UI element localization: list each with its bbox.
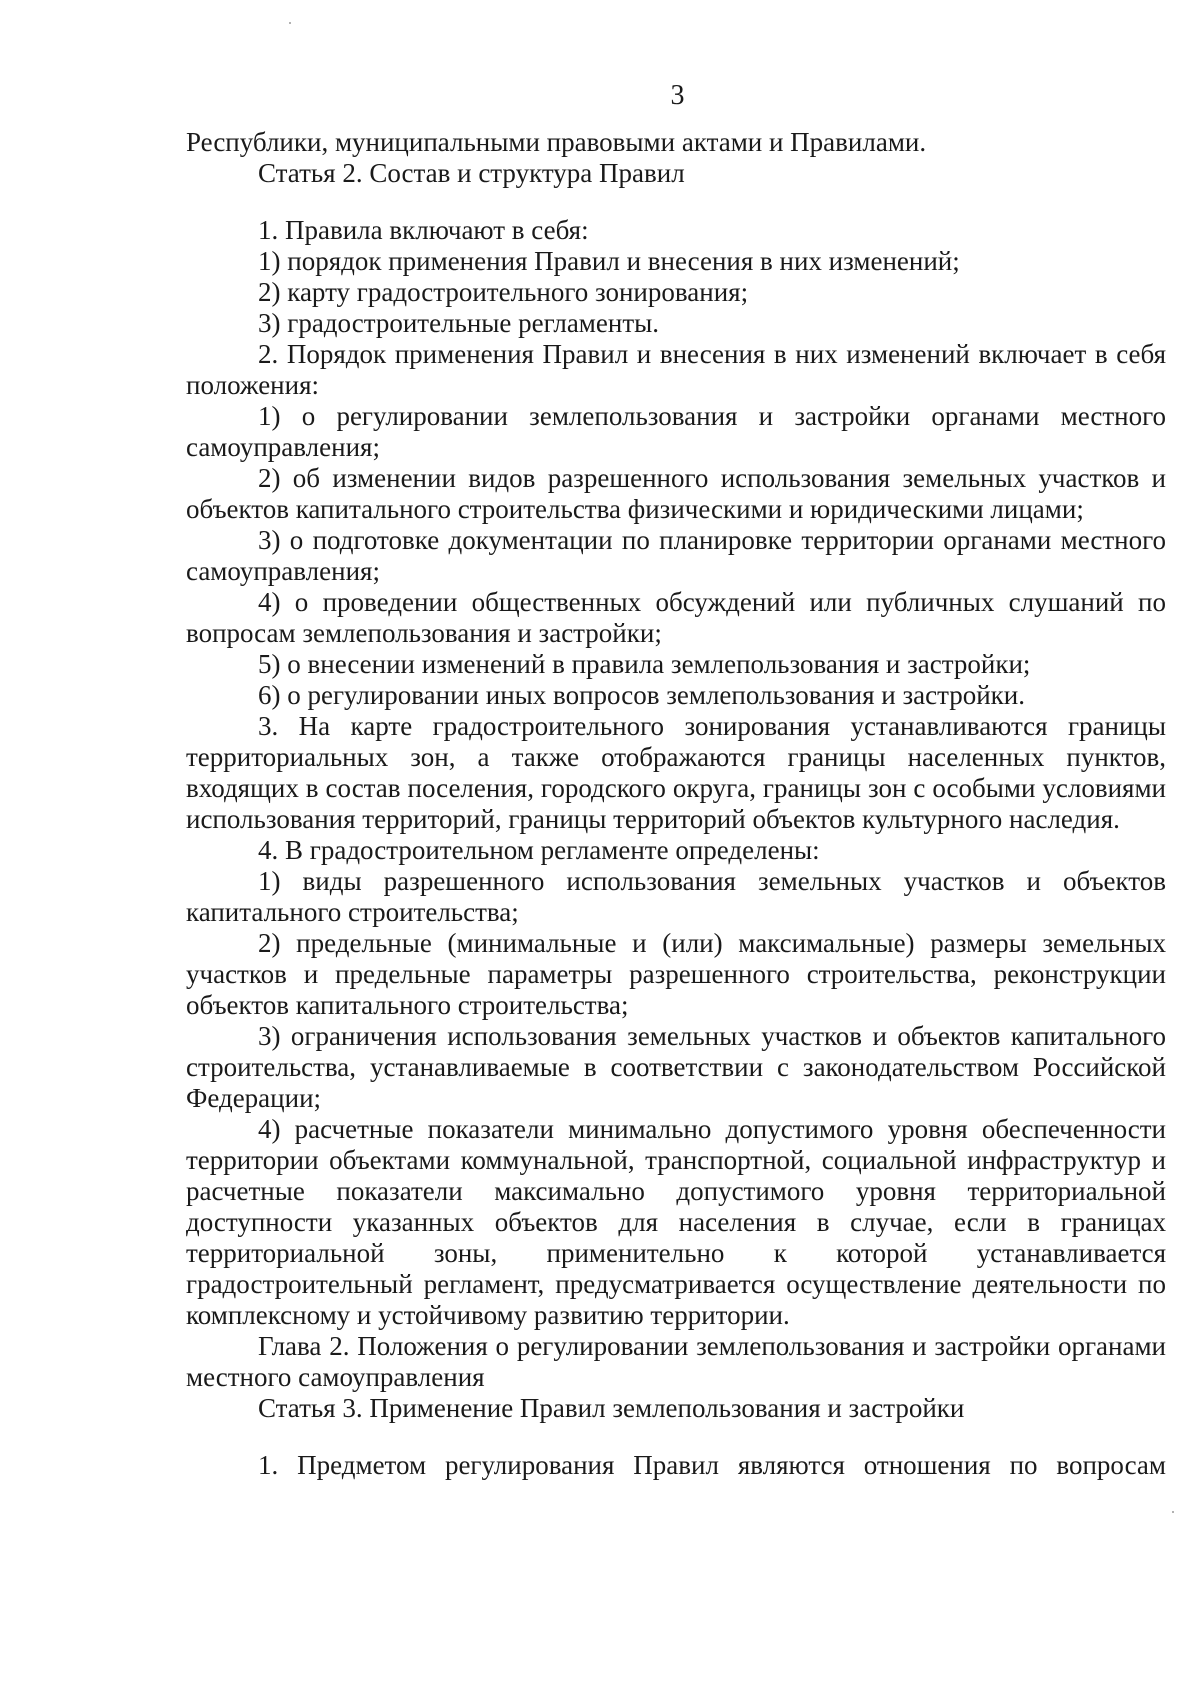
list-item: 2) предельные (минимальные и (или) максимальные) размеры земельных участков и предельные параметры разрешенного строительства, реконструкции объектов капитального строительства; [186, 928, 1166, 1020]
paragraph: 2. Порядок применения Правил и внесения в них изменений включает в себя положения: [186, 339, 1166, 400]
chapter-2-heading: Глава 2. Положения о регулировании землепользования и застройки органами местного самоуправления [186, 1331, 1166, 1392]
paragraph: 4. В градостроительном регламенте определены: [258, 835, 820, 865]
list-item: 3) ограничения использования земельных участков и объектов капитального строительства, устанавливаемые в соответствии с законодательством Российской Федерации; [186, 1021, 1166, 1113]
paragraph-continuation: Республики, муниципальными правовыми актами и Правилами. [186, 127, 927, 157]
list-item: 2) карту градостроительного зонирования; [258, 277, 749, 307]
document-body [186, 127, 1166, 1481]
list-item: 6) о регулировании иных вопросов землепользования и застройки. [258, 680, 1025, 710]
list-item: 3) градостроительные регламенты. [258, 308, 660, 338]
paragraph: 3. На карте градостроительного зонирования устанавливаются границы территориальных зон, а также отображаются границы населенных пунктов, входящих в состав поселения, городского округа, границы зон с особыми условиями использования территорий, границы территорий объектов культурного наследия. [186, 711, 1166, 834]
list-item: 5) о внесении изменений в правила землепользования и застройки; [258, 649, 1031, 679]
article-3-heading: Статья 3. Применение Правил землепользования и застройки [258, 1393, 965, 1423]
list-item: 4) о проведении общественных обсуждений или публичных слушаний по вопросам землепользования и застройки; [186, 587, 1166, 648]
paragraph: 1. Предметом регулирования Правил являются отношения по вопросам [258, 1450, 1166, 1480]
list-item: 4) расчетные показатели минимально допустимого уровня обеспеченности территории объектами коммунальной, транспортной, социальной инфраструктур и расчетные показатели максимально допустимого уровня территориальной доступности указанных объектов для населения в случае, если в границах территориальной зоны, применительно к которой устанавливается градостроительный регламент, предусматривается осуществление деятельности по комплексному и устойчивому развитию территории. [186, 1114, 1166, 1330]
list-item: 2) об изменении видов разрешенного использования земельных участков и объектов капитального строительства физическими и юридическими лицами; [186, 463, 1166, 524]
scan-speck [289, 22, 291, 24]
list-item: 1) порядок применения Правил и внесения в них изменений; [258, 246, 960, 276]
list-item: 1) о регулировании землепользования и застройки органами местного самоуправления; [186, 401, 1166, 462]
scan-speck [1172, 1511, 1174, 1513]
page-number: 3 [670, 80, 685, 111]
article-2-heading: Статья 2. Состав и структура Правил [258, 158, 685, 188]
list-item: 3) о подготовке документации по планировке территории органами местного самоуправления; [186, 525, 1166, 586]
paragraph: 1. Правила включают в себя: [258, 215, 589, 245]
list-item: 1) виды разрешенного использования земельных участков и объектов капитального строительства; [186, 866, 1166, 927]
